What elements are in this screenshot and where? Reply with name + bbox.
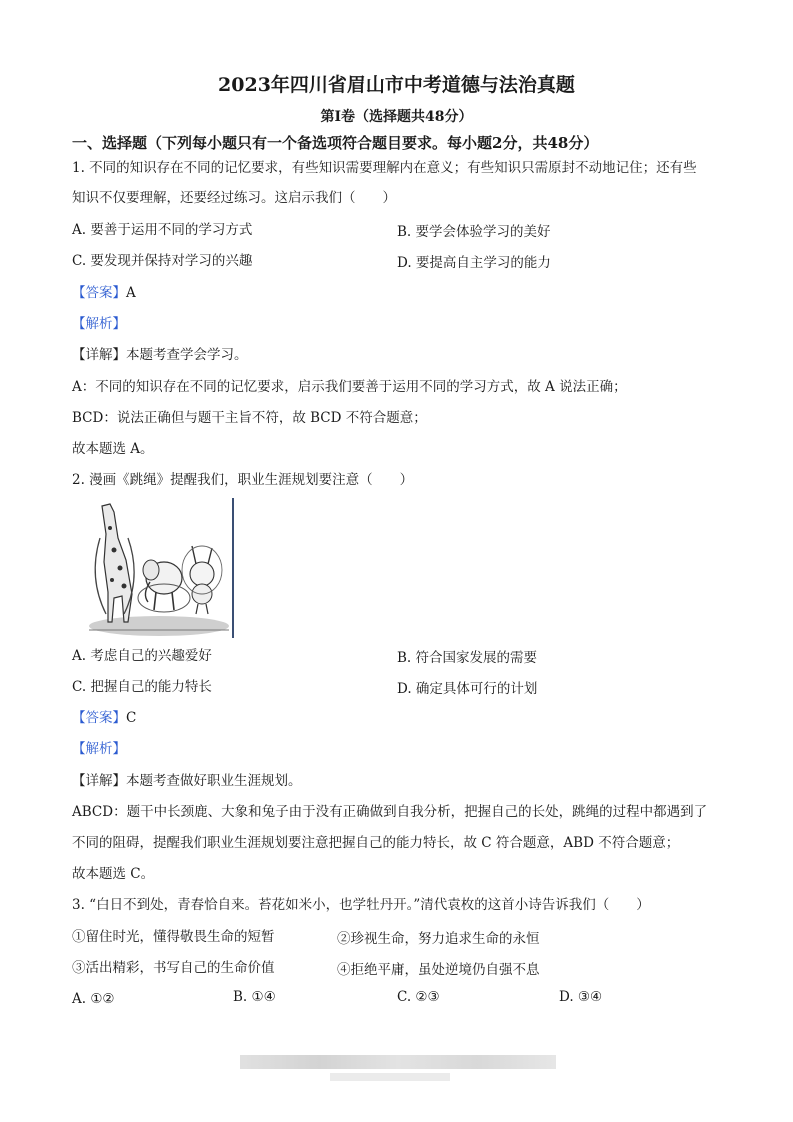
q3-option-c: C. ②③: [397, 989, 440, 1005]
q3-option-d: D. ③④: [559, 989, 603, 1005]
section-heading: 一、选择题（下列每小题只有一个备选项符合题目要求。每小题2分，共48分）: [72, 134, 599, 152]
cartoon-jump-rope-image: [84, 498, 234, 638]
answer-tag: 【答案】: [72, 710, 126, 726]
q2-option-a: A. 考虑自己的兴趣爱好: [72, 648, 212, 664]
q1-option-c: C. 要发现并保持对学习的兴趣: [72, 253, 253, 269]
q1-answer-value: A: [126, 285, 136, 301]
blurred-footer-watermark: [240, 1055, 556, 1069]
q3-option-b: B. ①④: [233, 989, 276, 1005]
answer-tag: 【答案】: [72, 285, 126, 301]
q1-detail: [72, 345, 248, 365]
figure-edge-line: [232, 498, 234, 638]
q1-stem-line1: 1. 不同的知识存在不同的记忆要求，有些知识需要理解内在意义；有些知识只需原封不动地记住；还有些: [72, 160, 697, 176]
q2-detail-text: 本题考查做好职业生涯规划。: [126, 773, 302, 789]
q1-option-a: A. 要善于运用不同的学习方式: [72, 222, 253, 238]
q3-statement-3: ③活出精彩，书写自己的生命价值: [72, 960, 275, 976]
q2-analysis-tag: 【解析】: [72, 741, 126, 757]
q3-statement-4: ④拒绝平庸，虽处逆境仍自强不息: [337, 962, 540, 978]
q2-answer-value: C: [126, 710, 137, 726]
blurred-footer-watermark-small: [330, 1073, 450, 1081]
detail-tag: 【详解】: [72, 773, 126, 789]
page-subtitle: 第I卷（选择题共48分）: [320, 109, 473, 125]
q2-answer: [72, 708, 136, 728]
q2-detail: [72, 771, 302, 791]
q2-explanation-2: 不同的阻碍，提醒我们职业生涯规划要注意把握自己的能力特长，故 C 符合题意，ABD 不符合题意；: [72, 835, 680, 851]
q2-option-c: C. 把握自己的能力特长: [72, 679, 212, 695]
q1-option-b: B. 要学会体验学习的美好: [397, 224, 551, 240]
q2-explanation-3: 故本题选 C。: [72, 866, 155, 882]
q2-explanation-1: ABCD：题干中长颈鹿、大象和兔子由于没有正确做到自我分析，把握自己的长处，跳绳的过程中都遇到了: [72, 804, 708, 820]
q2-option-d: D. 确定具体可行的计划: [397, 681, 538, 697]
q1-detail-text: 本题考查学会学习。: [126, 347, 248, 363]
q1-explanation-1: A：不同的知识存在不同的记忆要求，启示我们要善于运用不同的学习方式，故 A 说法正确；: [72, 379, 627, 395]
q2-stem: 2. 漫画《跳绳》提醒我们，职业生涯规划要注意（ ）: [72, 472, 414, 488]
detail-tag: 【详解】: [72, 347, 126, 363]
page-title: 2023年四川省眉山市中考道德与法治真题: [218, 74, 575, 96]
q3-statement-1: ①留住时光，懂得敬畏生命的短暂: [72, 929, 275, 945]
q1-analysis-tag: 【解析】: [72, 316, 126, 332]
cartoon-illustration: [84, 498, 234, 638]
q2-option-b: B. 符合国家发展的需要: [397, 650, 538, 666]
q1-explanation-3: 故本题选 A。: [72, 441, 154, 457]
q1-answer: [72, 283, 136, 303]
q1-stem-line2: 知识不仅要理解，还要经过练习。这启示我们（ ）: [72, 190, 396, 206]
q3-option-a: A. ①②: [72, 991, 115, 1007]
q1-explanation-2: BCD：说法正确但与题干主旨不符，故 BCD 不符合题意；: [72, 410, 427, 426]
q3-statement-2: ②珍视生命，努力追求生命的永恒: [337, 931, 540, 947]
q3-stem: 3. “白日不到处，青春恰自来。苔花如米小，也学牡丹开。”清代袁枚的这首小诗告诉我们（ ）: [72, 897, 650, 913]
q1-option-d: D. 要提高自主学习的能力: [397, 255, 551, 271]
